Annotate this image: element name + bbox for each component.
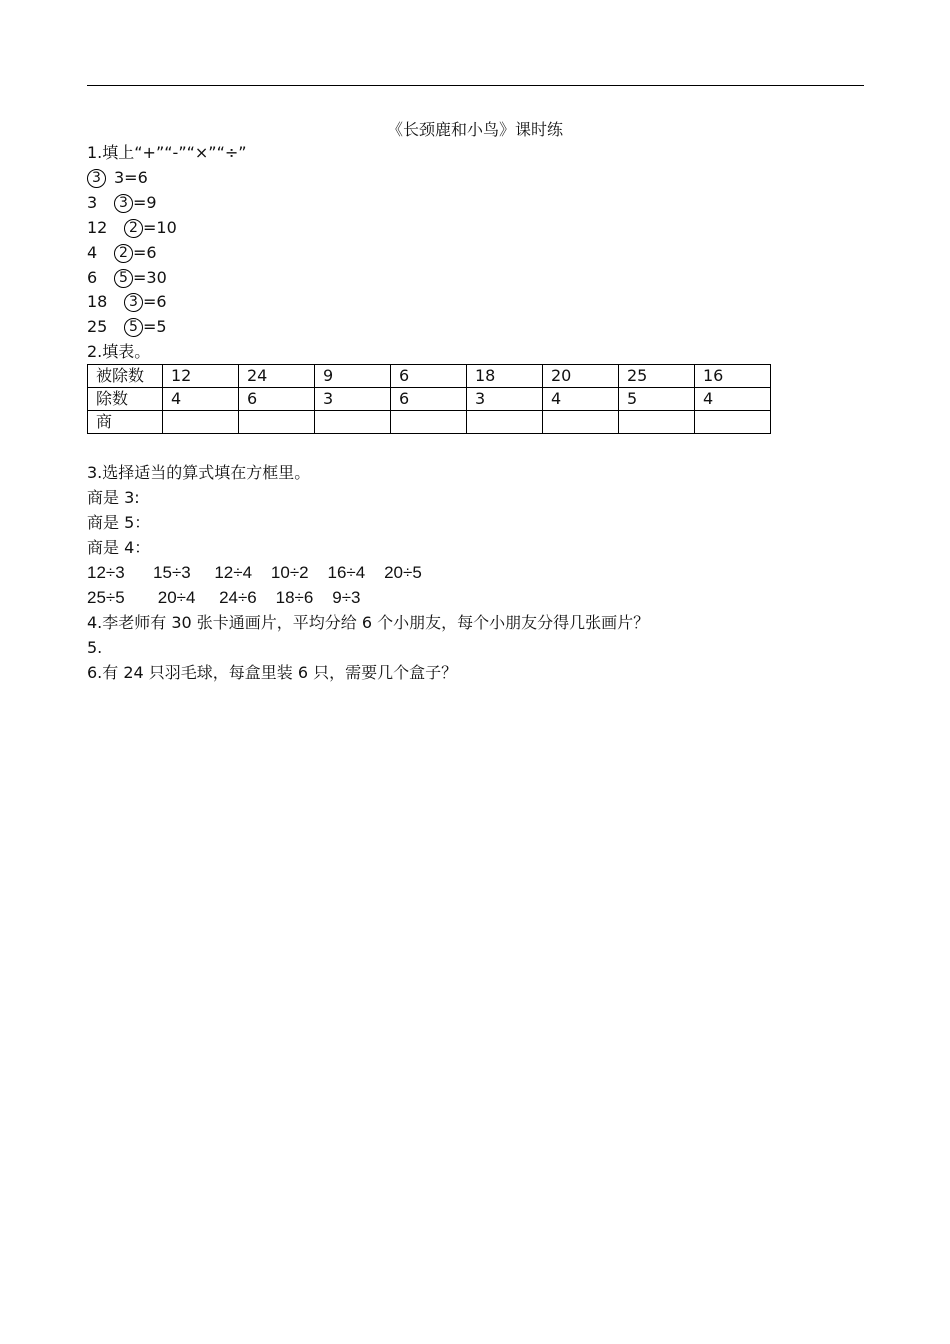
table-cell: 6: [391, 388, 467, 411]
q5-text: 5.: [87, 638, 103, 657]
answer-cell[interactable]: [467, 411, 543, 434]
q1-row: 18 3 =6: [87, 292, 167, 311]
row-label: 除数: [88, 388, 163, 411]
table-cell: 4: [163, 388, 239, 411]
answer-cell[interactable]: [239, 411, 315, 434]
q3-options: 12÷3 15÷3 12÷4 10÷2 16÷4 20÷5: [87, 563, 422, 582]
table-cell: 20: [543, 365, 619, 388]
table-row: [88, 411, 771, 434]
q1-heading: 1.填上“+”“-”“×”“÷”: [87, 143, 247, 162]
answer-cell[interactable]: [619, 411, 695, 434]
division-table: [87, 364, 771, 434]
q1-row: 4 2 =6: [87, 243, 157, 262]
table-cell: 24: [239, 365, 315, 388]
q2-heading: 2.填表。: [87, 342, 151, 361]
answer-circle[interactable]: 2: [114, 244, 133, 263]
answer-cell[interactable]: [315, 411, 391, 434]
q3-prompt: 商是 3:: [87, 488, 140, 507]
answer-circle[interactable]: 2: [124, 219, 143, 238]
answer-circle[interactable]: 3: [124, 293, 143, 312]
answer-circle[interactable]: 3: [87, 169, 106, 188]
answer-circle[interactable]: 3: [114, 194, 133, 213]
q3-prompt: 商是 4：: [87, 538, 151, 557]
q3-prompt: 商是 5：: [87, 513, 151, 532]
table-cell: 12: [163, 365, 239, 388]
table-cell: 6: [239, 388, 315, 411]
q1-row: 3 3 =9: [87, 193, 157, 212]
table-row: [88, 365, 771, 388]
table-cell: 9: [315, 365, 391, 388]
q1-row: 6 5 =30: [87, 268, 167, 287]
table-cell: 4: [543, 388, 619, 411]
answer-circle[interactable]: 5: [114, 269, 133, 288]
header-rule: [87, 85, 864, 86]
answer-circle[interactable]: 5: [124, 318, 143, 337]
table-cell: 18: [467, 365, 543, 388]
table-cell: 25: [619, 365, 695, 388]
table-cell: 6: [391, 365, 467, 388]
worksheet-title: 《长颈鹿和小鸟》课时练: [386, 120, 563, 139]
table-cell: 4: [695, 388, 771, 411]
table-cell: 5: [619, 388, 695, 411]
q1-row: 12 2 =10: [87, 218, 177, 237]
answer-cell[interactable]: [695, 411, 771, 434]
q3-heading: 3.选择适当的算式填在方框里。: [87, 463, 311, 482]
row-label: 商: [88, 411, 163, 434]
q6-text: 6.有 24 只羽毛球，每盒里装 6 只，需要几个盒子？: [87, 663, 458, 682]
q1-row: 25 5 =5: [87, 317, 167, 336]
row-label: 被除数: [88, 365, 163, 388]
answer-cell[interactable]: [163, 411, 239, 434]
answer-cell[interactable]: [543, 411, 619, 434]
answer-cell[interactable]: [391, 411, 467, 434]
table-cell: 16: [695, 365, 771, 388]
table-cell: 3: [315, 388, 391, 411]
q4-text: 4.李老师有 30 张卡通画片，平均分给 6 个小朋友，每个小朋友分得几张画片？: [87, 613, 650, 632]
q1-row: 3 3=6: [87, 168, 148, 188]
q3-options: 25÷5 20÷4 24÷6 18÷6 9÷3: [87, 588, 361, 607]
table-row: [88, 388, 771, 411]
table-cell: 3: [467, 388, 543, 411]
